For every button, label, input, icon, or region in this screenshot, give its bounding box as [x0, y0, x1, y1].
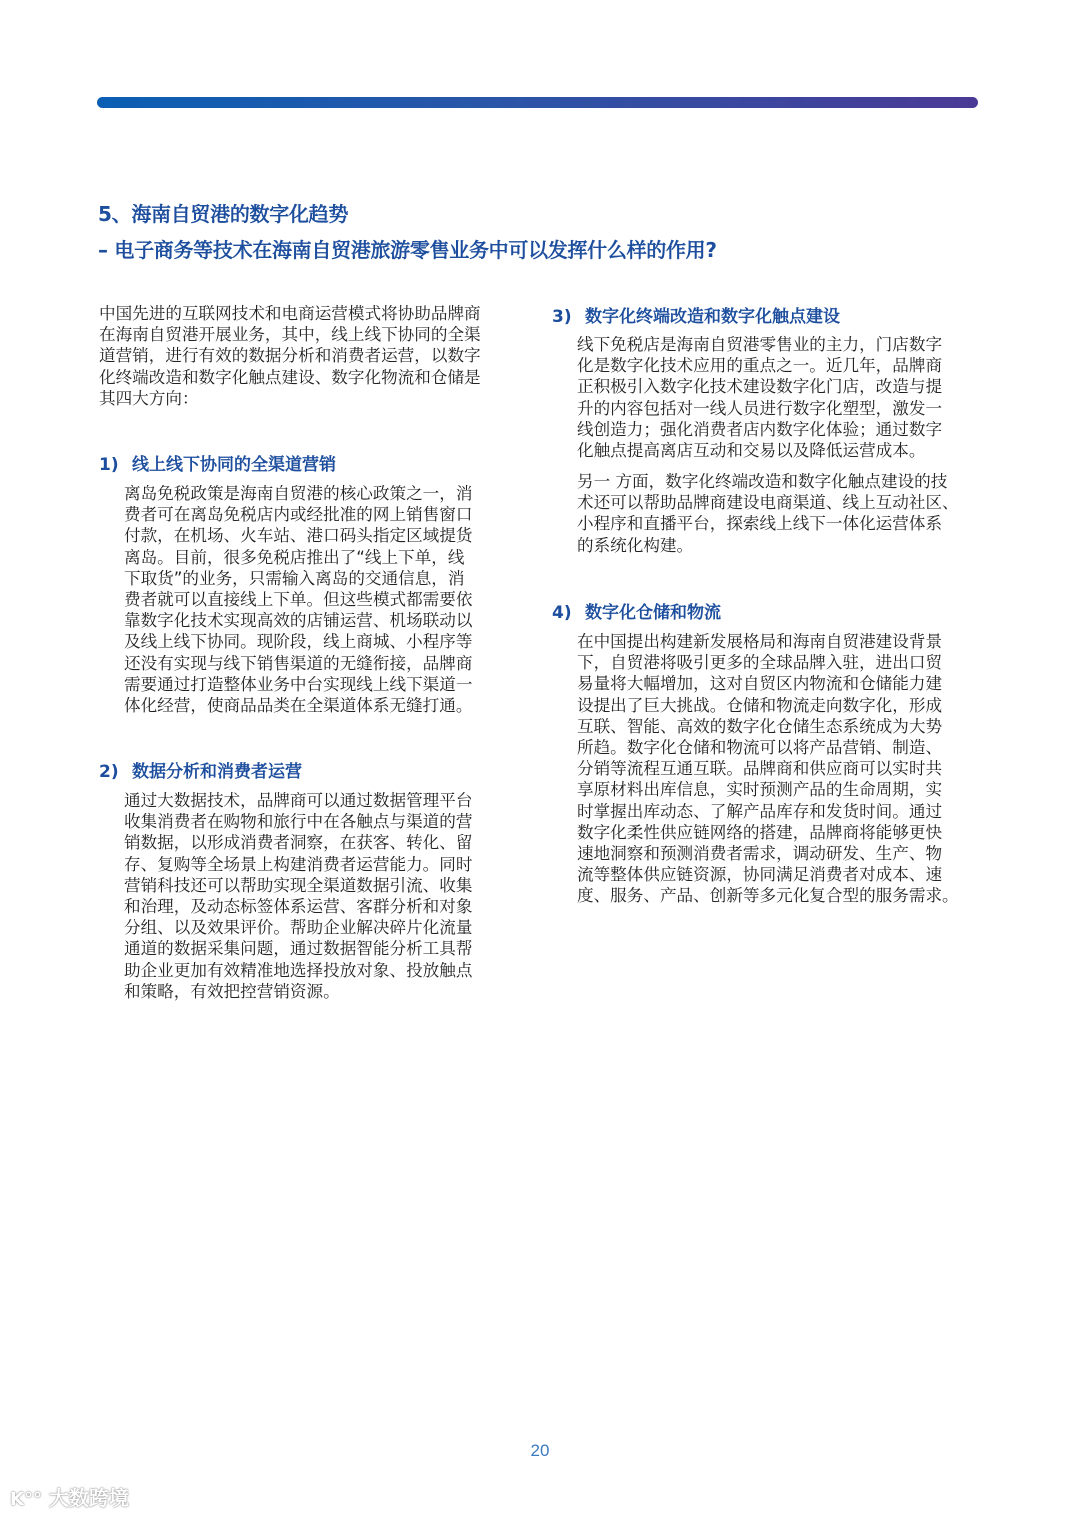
- text-line: 度、服务、产品、创新等多元化复合型的服务需求。: [577, 886, 959, 906]
- text-line: 术还可以帮助品牌商建设电商渠道、线上互动社区、: [577, 493, 959, 513]
- section-number: 3): [552, 307, 572, 327]
- text-line: 下取货”的业务，只需输入离岛的交通信息，消: [124, 568, 465, 588]
- section-3-heading: [552, 302, 840, 327]
- text-line: 流等整体供应链资源，协同满足消费者对成本、速: [577, 865, 943, 885]
- text-line: 易量将大幅增加，这对自贸区内物流和仓储能力建: [577, 674, 943, 694]
- text-line: 费者就可以直接线上下单。但这些模式都需要依: [124, 589, 473, 609]
- text-line: 小程序和直播平台，探索线上线下一体化运营体系: [577, 514, 943, 534]
- text-line: 化终端改造和数字化触点建设、数字化物流和仓储是: [99, 367, 481, 387]
- section-title: 线上线下协同的全渠道营销: [132, 455, 336, 475]
- text-line: 通道的数据采集问题，通过数据智能分析工具帮: [124, 939, 473, 959]
- text-line: 付款，在机场、火车站、港口码头指定区域提货: [124, 526, 473, 546]
- text-line: 助企业更加有效精准地选择投放对象、投放触点: [124, 960, 473, 980]
- text-line: 营销科技还可以帮助实现全渠道数据引流、收集: [124, 875, 473, 895]
- page-title: 5、海南自贸港的数字化趋势: [98, 202, 349, 226]
- text-line: 在海南自贸港开展业务，其中，线上线下协同的全渠: [99, 325, 481, 345]
- text-line: 升的内容包括对一线人员进行数字化塑型，激发一: [577, 398, 943, 418]
- text-line: 分组、以及效果评价。帮助企业解决碎片化流量: [124, 918, 473, 938]
- section-number: 2): [99, 762, 119, 782]
- text-line: 中国先进的互联网技术和电商运营模式将协助品牌商: [99, 304, 481, 323]
- text-line: 离岛免税政策是海南自贸港的核心政策之一，消: [124, 484, 473, 503]
- section-4-heading: [552, 598, 721, 623]
- text-line: 互联、智能、高效的数字化仓储生态系统成为大势: [577, 716, 943, 736]
- section-4-paragraph: [577, 631, 959, 906]
- text-line: 和治理，及动态标签体系运营、客群分析和对象: [124, 896, 473, 916]
- logo-icon: K°°: [10, 1489, 42, 1510]
- text-line: 数字化柔性供应链网络的搭建，品牌商将能够更快: [577, 822, 943, 842]
- text-line: 化是数字化技术应用的重点之一。近几年，品牌商: [577, 356, 943, 376]
- text-line: 线下免税店是海南自贸港零售业的主力，门店数字: [577, 335, 943, 354]
- section-number: 4): [552, 603, 572, 623]
- intro-paragraph: [99, 303, 481, 409]
- section-2-paragraph: [124, 790, 472, 1002]
- section-2-heading: [99, 757, 302, 782]
- watermark-text: 大数跨境: [48, 1486, 129, 1510]
- header-accent-bar: [97, 97, 978, 108]
- text-line: 设提出了巨大挑战。仓储和物流走向数字化，形成: [577, 695, 943, 715]
- section-title: 数字化仓储和物流: [585, 603, 721, 623]
- text-line: 靠数字化技术实现高效的店铺运营、机场联动以: [124, 611, 473, 631]
- text-line: 的系统化构建。: [577, 535, 694, 555]
- text-line: 和策略，有效把控营销资源。: [124, 981, 340, 1001]
- text-line: 正积极引入数字化技术建设数字化门店，改造与提: [577, 377, 943, 397]
- text-line: 收集消费者在购物和旅行中在各触点与渠道的营: [124, 812, 473, 832]
- text-line: 享原材料出库信息，实时预测产品的生命周期，实: [577, 780, 943, 800]
- text-line: 线创造力；强化消费者店内数字化体验；通过数字: [577, 419, 943, 439]
- section-1-paragraph: [124, 483, 472, 716]
- text-line: 化触点提高离店互动和交易以及降低运营成本。: [577, 440, 926, 460]
- text-line: 存、复购等全场景上构建消费者运营能力。同时: [124, 854, 473, 874]
- text-line: 速地洞察和预测消费者需求，调动研发、生产、物: [577, 843, 943, 863]
- text-line: 需要通过打造整体业务中台实现线上线下渠道一: [124, 674, 473, 694]
- page-number: 20: [530, 1441, 550, 1460]
- text-line: 离岛。目前，很多免税店推出了“线上下单，线: [124, 547, 465, 567]
- section-3-paragraph: [577, 471, 959, 556]
- text-line: 其四大方向：: [99, 388, 199, 408]
- text-line: 还没有实现与线下销售渠道的无缝衔接，品牌商: [124, 653, 473, 673]
- text-line: 及线上线下协同。现阶段，线上商城、小程序等: [124, 632, 473, 652]
- text-line: 道营销，进行有效的数据分析和消费者运营，以数字: [99, 346, 481, 366]
- section-number: 1): [99, 455, 119, 475]
- text-line: 另一 方面，数字化终端改造和数字化触点建设的技: [577, 472, 948, 491]
- text-line: 分销等流程互通互联。品牌商和供应商可以实时共: [577, 759, 943, 779]
- text-line: 费者可在离岛免税店内或经批准的网上销售窗口: [124, 505, 473, 525]
- page-subtitle: – 电子商务等技术在海南自贸港旅游零售业务中可以发挥什么样的作用?: [98, 238, 717, 262]
- section-1-heading: [99, 450, 336, 475]
- text-line: 通过大数据技术，品牌商可以通过数据管理平台: [124, 791, 473, 810]
- text-line: 在中国提出构建新发展格局和海南自贸港建设背景: [577, 632, 943, 651]
- section-3-paragraph: [577, 334, 942, 461]
- section-title: 数字化终端改造和数字化触点建设: [585, 307, 840, 327]
- section-title: 数据分析和消费者运营: [132, 762, 302, 782]
- watermark-logo: [10, 1482, 129, 1511]
- text-line: 体化经营，使商品品类在全渠道体系无缝打通。: [124, 695, 473, 715]
- text-line: 时掌握出库动态、了解产品库存和发货时间。通过: [577, 801, 943, 821]
- text-line: 下，自贸港将吸引更多的全球品牌入驻，进出口贸: [577, 653, 943, 673]
- text-line: 销数据，以形成消费者洞察，在获客、转化、留: [124, 833, 473, 853]
- text-line: 所趋。数字化仓储和物流可以将产品营销、制造、: [577, 737, 943, 757]
